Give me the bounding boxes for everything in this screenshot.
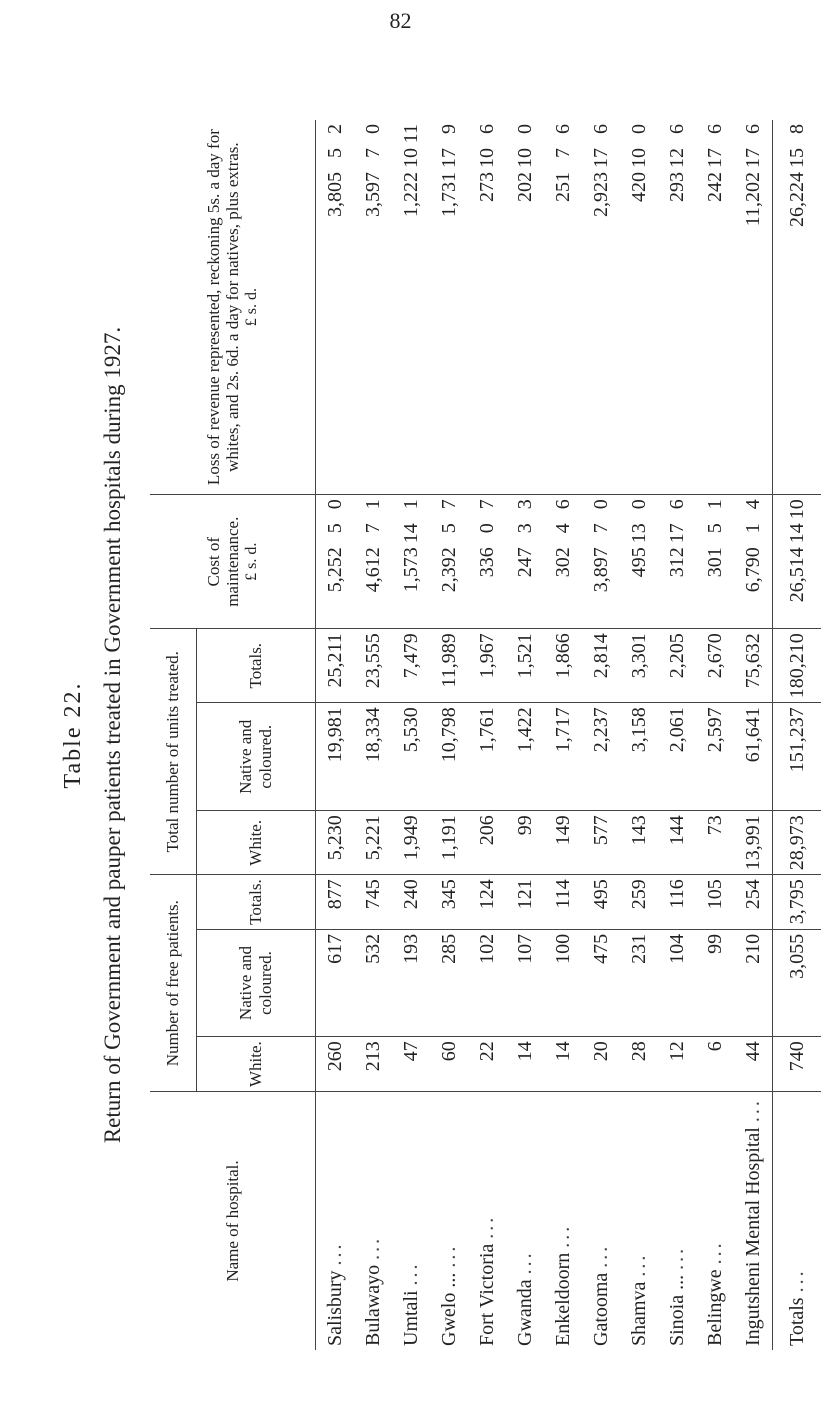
units-native-cell: 1,717 — [544, 703, 582, 811]
hospital-name: Fort Victoria — [475, 1243, 498, 1346]
header-cost — [150, 495, 316, 629]
units-white-cell: 144 — [658, 811, 696, 875]
cost-cell — [354, 495, 392, 629]
table-row — [468, 120, 506, 1350]
units-total-cell: 2,670 — [696, 629, 734, 703]
free-white-cell: 12 — [658, 1037, 696, 1092]
cost-pounds: 1,573 — [399, 547, 422, 593]
cost-cell — [392, 495, 430, 629]
totals-row — [773, 120, 821, 1350]
hospital-name-cell — [658, 1092, 696, 1351]
loss-pence: 6 — [475, 124, 498, 134]
cost-shillings: 3 — [513, 523, 536, 534]
cost-pounds: 6,790 — [741, 547, 764, 593]
leader-dots: ... — [627, 1252, 650, 1277]
free-native-cell: 285 — [430, 929, 468, 1036]
units-total-cell: 25,211 — [316, 629, 355, 703]
loss-pounds: 251 — [551, 172, 574, 202]
cost-pence: 0 — [627, 499, 650, 510]
units-native-cell: 151,237 — [773, 703, 821, 811]
loss-pounds: 11,202 — [741, 172, 764, 227]
loss-pounds: 26,224 — [785, 172, 808, 227]
free-white-cell: 14 — [506, 1037, 544, 1092]
free-white-cell: 47 — [392, 1037, 430, 1092]
loss-pence: 6 — [703, 124, 726, 134]
units-native-cell: 3,158 — [620, 703, 658, 811]
loss-shillings: 10 — [627, 148, 650, 168]
table-body — [316, 120, 821, 1350]
header-cost-label: Cost of maintenance. — [203, 516, 243, 607]
hospital-name: Umtali — [399, 1290, 422, 1346]
cost-shillings: 17 — [665, 523, 688, 544]
units-native-cell: 1,422 — [506, 703, 544, 811]
header-units-native: Native and coloured. — [197, 703, 316, 811]
units-native-cell: 2,061 — [658, 703, 696, 811]
hospital-name: Gwelo ... — [437, 1272, 460, 1346]
loss-shillings: 12 — [665, 148, 688, 168]
units-native-cell: 5,530 — [392, 703, 430, 811]
cost-pence: 4 — [741, 499, 764, 510]
leader-dots: ... — [437, 1243, 460, 1268]
loss-pence: 0 — [627, 124, 650, 134]
loss-pounds: 3,805 — [323, 172, 346, 217]
hospital-name-cell — [544, 1092, 582, 1351]
units-total-cell: 2,205 — [658, 629, 696, 703]
free-white-cell: 28 — [620, 1037, 658, 1092]
hospital-name: Ingutsheni Mental Hospital — [741, 1127, 764, 1346]
cost-pounds: 5,252 — [323, 547, 346, 593]
units-native-cell: 61,641 — [734, 703, 773, 811]
unit-pounds: £ — [242, 318, 260, 327]
header-free-totals: Totals. — [197, 875, 316, 930]
loss-cell — [734, 120, 773, 495]
free-total-cell: 114 — [544, 875, 582, 930]
cost-pence: 3 — [513, 499, 536, 510]
free-native-cell: 99 — [696, 929, 734, 1036]
free-total-cell: 254 — [734, 875, 773, 930]
cost-pounds: 2,392 — [437, 547, 460, 593]
table-row — [354, 120, 392, 1350]
cost-cell — [658, 495, 696, 629]
cost-cell — [544, 495, 582, 629]
units-total-cell: 2,814 — [582, 629, 620, 703]
cost-pounds: 302 — [551, 547, 574, 578]
loss-cell — [316, 120, 355, 495]
table-row — [430, 120, 468, 1350]
units-white-cell: 5,230 — [316, 811, 355, 875]
free-white-cell: 20 — [582, 1037, 620, 1092]
cost-cell — [468, 495, 506, 629]
hospital-name-cell — [430, 1092, 468, 1351]
cost-pounds: 247 — [513, 547, 536, 578]
leader-dots: ... — [665, 1245, 688, 1270]
header-free-white: White. — [197, 1037, 316, 1092]
free-native-cell: 104 — [658, 929, 696, 1036]
cost-pence: 10 — [785, 499, 808, 520]
loss-cell — [582, 120, 620, 495]
units-white-cell: 73 — [696, 811, 734, 875]
free-total-cell: 877 — [316, 875, 355, 930]
loss-pence: 0 — [513, 124, 536, 134]
loss-shillings: 17 — [437, 148, 460, 168]
cost-pounds: 301 — [703, 547, 726, 578]
hospital-name-cell — [506, 1092, 544, 1351]
loss-pence: 6 — [551, 124, 574, 134]
unit-pence: d. — [242, 287, 260, 300]
cost-shillings: 13 — [627, 523, 650, 544]
cost-cell — [506, 495, 544, 629]
rotated-table-block — [60, 120, 808, 1350]
units-native-cell: 1,761 — [468, 703, 506, 811]
cost-pence: 6 — [665, 499, 688, 510]
free-native-cell: 532 — [354, 929, 392, 1036]
leader-dots: ... — [589, 1243, 612, 1268]
cost-shillings: 0 — [475, 523, 498, 534]
hospital-name-cell — [582, 1092, 620, 1351]
loss-shillings: 5 — [323, 148, 346, 158]
hospital-name-cell — [316, 1092, 355, 1351]
hospital-name: Gatooma — [589, 1272, 612, 1346]
loss-pence: 11 — [399, 124, 422, 144]
free-total-cell: 121 — [506, 875, 544, 930]
leader-dots: ... — [513, 1250, 536, 1275]
loss-shillings: 10 — [475, 148, 498, 168]
hospital-name: Sinoia ... — [665, 1274, 688, 1346]
free-white-cell: 6 — [696, 1037, 734, 1092]
hospital-name: Bulawayo — [361, 1264, 384, 1346]
cost-pounds: 3,897 — [589, 547, 612, 593]
unit-shillings: s. — [242, 303, 260, 315]
loss-cell — [620, 120, 658, 495]
cost-shillings: 1 — [741, 523, 764, 534]
hospital-name: Shamva — [627, 1281, 650, 1346]
header-loss — [150, 120, 316, 495]
leader-dots: ... — [323, 1241, 346, 1266]
hospital-name: Gwanda — [513, 1279, 536, 1346]
free-total-cell: 105 — [696, 875, 734, 930]
cost-pence: 0 — [589, 499, 612, 510]
header-hospital-name: Name of hospital. — [150, 1092, 316, 1351]
cost-cell — [734, 495, 773, 629]
free-native-cell: 102 — [468, 929, 506, 1036]
header-free-patients: Number of free patients. — [150, 875, 197, 1092]
units-total-cell: 180,210 — [773, 629, 821, 703]
cost-pence: 1 — [361, 499, 384, 510]
loss-cell — [354, 120, 392, 495]
cost-pence: 7 — [437, 499, 460, 510]
free-native-cell: 475 — [582, 929, 620, 1036]
units-white-cell: 99 — [506, 811, 544, 875]
loss-pence: 8 — [785, 124, 808, 134]
cost-shillings: 4 — [551, 523, 574, 534]
hospital-name-cell — [354, 1092, 392, 1351]
table-label: Table 22. — [60, 681, 86, 789]
free-native-cell: 193 — [392, 929, 430, 1036]
loss-shillings: 17 — [589, 148, 612, 168]
header-units-white: White. — [197, 811, 316, 875]
page-number: 82 — [389, 8, 412, 33]
loss-shillings: 7 — [361, 148, 384, 158]
units-native-cell: 2,237 — [582, 703, 620, 811]
table-row — [544, 120, 582, 1350]
cost-shillings: 5 — [437, 523, 460, 534]
loss-pounds: 1,222 — [399, 172, 422, 217]
cost-shillings: 7 — [589, 523, 612, 534]
table-row — [696, 120, 734, 1350]
leader-dots: ... — [475, 1214, 498, 1239]
units-white-cell: 28,973 — [773, 811, 821, 875]
units-white-cell: 13,991 — [734, 811, 773, 875]
cost-pounds: 336 — [475, 547, 498, 578]
table-title: Return of Government and pauper patients treated in Government hospitals during 1927. — [100, 326, 125, 1144]
hospital-name: Enkeldoorn — [551, 1252, 574, 1346]
loss-shillings: 15 — [785, 148, 808, 168]
units-white-cell: 1,191 — [430, 811, 468, 875]
loss-pounds: 242 — [703, 172, 726, 202]
cost-pence: 7 — [475, 499, 498, 510]
free-native-cell: 100 — [544, 929, 582, 1036]
free-total-cell: 259 — [620, 875, 658, 930]
cost-cell — [620, 495, 658, 629]
cost-pence: 1 — [399, 499, 422, 510]
loss-pounds: 293 — [665, 172, 688, 202]
free-white-cell: 22 — [468, 1037, 506, 1092]
loss-pounds: 273 — [475, 172, 498, 202]
loss-cell — [544, 120, 582, 495]
loss-cell — [392, 120, 430, 495]
loss-pounds: 3,597 — [361, 172, 384, 217]
header-units-totals: Totals. — [197, 629, 316, 703]
units-total-cell: 11,989 — [430, 629, 468, 703]
units-total-cell: 1,521 — [506, 629, 544, 703]
loss-cell — [468, 120, 506, 495]
leader-dots: ... — [703, 1240, 726, 1265]
loss-shillings: 10 — [513, 148, 536, 168]
unit-shillings: s. — [242, 558, 260, 569]
unit-pence: d. — [242, 542, 260, 555]
free-white-cell: 260 — [316, 1037, 355, 1092]
units-white-cell: 149 — [544, 811, 582, 875]
table-row — [658, 120, 696, 1350]
free-total-cell: 124 — [468, 875, 506, 930]
cost-cell — [773, 495, 821, 629]
loss-pounds: 202 — [513, 172, 536, 202]
cost-pence: 6 — [551, 499, 574, 510]
units-native-cell: 18,334 — [354, 703, 392, 811]
free-native-cell: 210 — [734, 929, 773, 1036]
units-white-cell: 206 — [468, 811, 506, 875]
loss-pence: 9 — [437, 124, 460, 134]
hospital-name-cell — [734, 1092, 773, 1351]
cost-shillings: 14 — [399, 523, 422, 544]
table-row — [506, 120, 544, 1350]
header-loss-label: Loss of revenue represented, reckoning 5s. a day for whites, and 2s. 6d. a day for natives, plus extras. — [203, 129, 243, 486]
header-cost-units — [243, 499, 261, 624]
free-native-cell: 3,055 — [773, 929, 821, 1036]
free-native-cell: 107 — [506, 929, 544, 1036]
table-row — [316, 120, 355, 1350]
header-loss-units — [243, 124, 261, 490]
loss-pounds: 420 — [627, 172, 650, 202]
hospital-name: Salisbury — [323, 1270, 346, 1346]
units-native-cell: 19,981 — [316, 703, 355, 811]
header-units-treated: Total number of units treated. — [150, 629, 197, 875]
units-white-cell: 143 — [620, 811, 658, 875]
leader-dots: ... — [399, 1261, 422, 1286]
hospital-name-cell — [696, 1092, 734, 1351]
loss-pounds: 1,731 — [437, 172, 460, 217]
free-white-cell: 740 — [773, 1037, 821, 1092]
cost-pounds: 495 — [627, 547, 650, 578]
cost-shillings: 5 — [703, 523, 726, 534]
free-total-cell: 3,795 — [773, 875, 821, 930]
units-total-cell: 75,632 — [734, 629, 773, 703]
loss-cell — [696, 120, 734, 495]
cost-pence: 0 — [323, 499, 346, 510]
free-total-cell: 116 — [658, 875, 696, 930]
loss-cell — [658, 120, 696, 495]
loss-pence: 2 — [323, 124, 346, 134]
leader-dots: ... — [551, 1223, 574, 1248]
units-native-cell: 10,798 — [430, 703, 468, 811]
cost-shillings: 7 — [361, 523, 384, 534]
loss-cell — [430, 120, 468, 495]
returns-table — [150, 120, 821, 1350]
hospital-name-cell — [773, 1092, 821, 1351]
cost-pounds: 312 — [665, 547, 688, 578]
leader-dots: ... — [785, 1268, 808, 1293]
loss-pounds: 2,923 — [589, 172, 612, 217]
cost-shillings: 5 — [323, 523, 346, 534]
free-white-cell: 60 — [430, 1037, 468, 1092]
hospital-name-cell — [392, 1092, 430, 1351]
units-white-cell: 5,221 — [354, 811, 392, 875]
units-total-cell: 1,967 — [468, 629, 506, 703]
cost-shillings: 14 — [785, 523, 808, 544]
cost-cell — [316, 495, 355, 629]
units-total-cell: 7,479 — [392, 629, 430, 703]
units-white-cell: 1,949 — [392, 811, 430, 875]
loss-pence: 6 — [589, 124, 612, 134]
cost-pence: 1 — [703, 499, 726, 510]
hospital-name: Belingwe — [703, 1269, 726, 1346]
free-total-cell: 495 — [582, 875, 620, 930]
loss-shillings: 10 — [399, 148, 422, 168]
loss-pence: 6 — [665, 124, 688, 134]
free-native-cell: 617 — [316, 929, 355, 1036]
cost-cell — [696, 495, 734, 629]
loss-cell — [773, 120, 821, 495]
cost-pounds: 26,514 — [785, 547, 808, 603]
cost-cell — [430, 495, 468, 629]
table-row — [582, 120, 620, 1350]
free-total-cell: 240 — [392, 875, 430, 930]
loss-pence: 6 — [741, 124, 764, 134]
units-total-cell: 1,866 — [544, 629, 582, 703]
units-total-cell: 23,555 — [354, 629, 392, 703]
hospital-name: Totals — [785, 1297, 808, 1346]
leader-dots: ... — [361, 1235, 384, 1260]
free-native-cell: 231 — [620, 929, 658, 1036]
cost-pounds: 4,612 — [361, 547, 384, 593]
hospital-name-cell — [620, 1092, 658, 1351]
loss-pence: 0 — [361, 124, 384, 134]
units-total-cell: 3,301 — [620, 629, 658, 703]
table-row — [392, 120, 430, 1350]
free-white-cell: 14 — [544, 1037, 582, 1092]
loss-shillings: 7 — [551, 148, 574, 158]
units-white-cell: 577 — [582, 811, 620, 875]
free-total-cell: 345 — [430, 875, 468, 930]
free-white-cell: 44 — [734, 1037, 773, 1092]
loss-cell — [506, 120, 544, 495]
leader-dots: ... — [741, 1098, 764, 1123]
cost-cell — [582, 495, 620, 629]
free-total-cell: 745 — [354, 875, 392, 930]
table-row — [734, 120, 773, 1350]
free-white-cell: 213 — [354, 1037, 392, 1092]
unit-pounds: £ — [242, 572, 260, 581]
loss-shillings: 17 — [741, 148, 764, 168]
table-row — [620, 120, 658, 1350]
units-native-cell: 2,597 — [696, 703, 734, 811]
hospital-name-cell — [468, 1092, 506, 1351]
header-free-native: Native and coloured. — [197, 929, 316, 1036]
loss-shillings: 17 — [703, 148, 726, 168]
